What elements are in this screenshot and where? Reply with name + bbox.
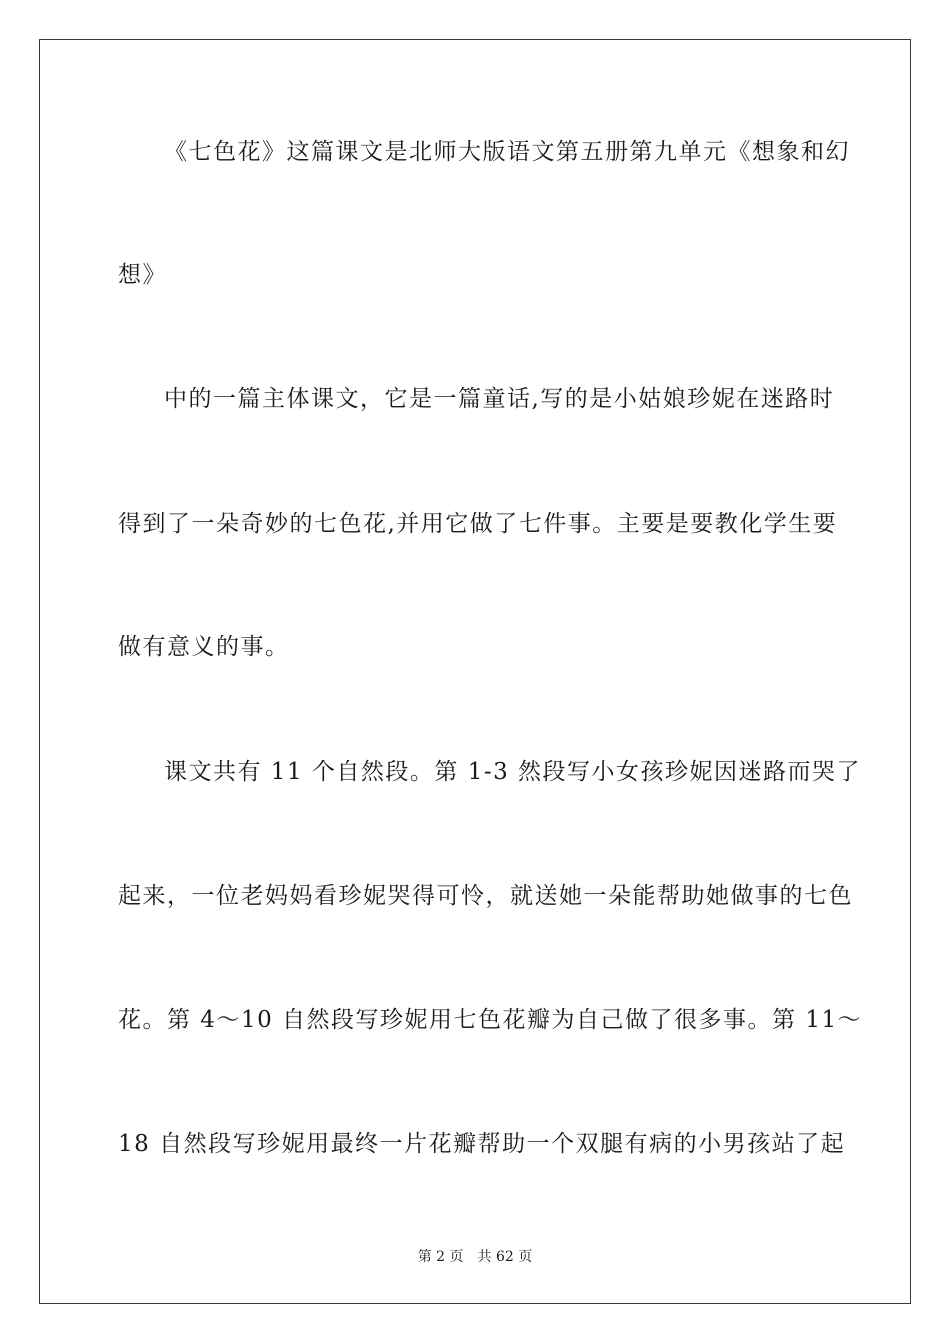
paragraph-line: 中的一篇主体课文，它是一篇童话,写的是小姑娘珍妮在迷路时 bbox=[164, 386, 835, 412]
paragraph-line: 花。第 4～10 自然段写珍妮用七色花瓣为自己做了很多事。第 11～ bbox=[118, 1007, 863, 1033]
page-number: 第 2 页 bbox=[417, 1249, 464, 1265]
paragraph-line: 做有意义的事。 bbox=[118, 634, 290, 660]
paragraph-line: 得到了一朵奇妙的七色花,并用它做了七件事。主要是要教化学生要 bbox=[118, 511, 838, 537]
paragraph-line: 18 自然段写珍妮用最终一片花瓣帮助一个双腿有病的小男孩站了起 bbox=[118, 1131, 846, 1157]
page-total: 共 62 页 bbox=[477, 1249, 533, 1265]
paragraph-line: 课文共有 11 个自然段。第 1-3 然段写小女孩珍妮因迷路而哭了 bbox=[164, 759, 862, 785]
paragraph-line: 想》 bbox=[118, 262, 167, 288]
paragraph-line: 起来，一位老妈妈看珍妮哭得可怜，就送她一朵能帮助她做事的七色 bbox=[118, 883, 853, 909]
page-footer bbox=[0, 1247, 950, 1267]
paragraph-line: 《七色花》这篇课文是北师大版语文第五册第九单元《想象和幻 bbox=[164, 139, 850, 165]
page-border bbox=[39, 39, 911, 1304]
